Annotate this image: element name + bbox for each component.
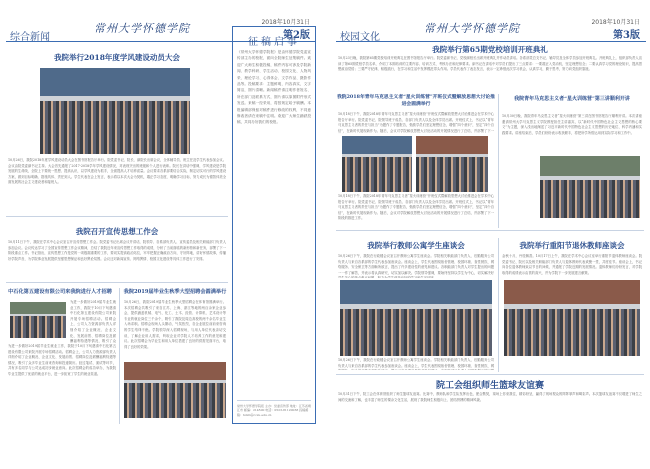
column-divider: [498, 94, 499, 228]
page-number: 第2版: [283, 30, 310, 41]
notice-title: 征稿启事: [248, 37, 300, 48]
article-title: 院工会组织师生篮球友谊赛: [435, 381, 544, 391]
article-body: 10月23日晚，我院第65期党校培训开班典礼在图书馆报告厅举行。院党委副书记、党校副校长出席开班典礼并作动员讲话。各系部党总支书记、辅导员及全体学员参加开班典礼。开班典礼上，组织部负责人宣读了第65期党校学员名单，介绍了本期培训的主要内容、培训方式、考核办法和纪律要求。副书记在讲话中对学员们提出了三点要求：一要端正入党动机，坚定理想信念；二要认真学习党的理论知识，提高思想政治觉悟；三要严守纪律，积极践行，在学习和生活中发挥模范带头作用。学员代表作了表态发言，表示一定珍惜此次学习机会，认真学习，勤于思考，努力向党组织靠拢。: [338, 56, 642, 72]
divider: [6, 216, 228, 217]
article-photo: [416, 136, 488, 192]
article-title: 我院举行第65期党校培训开班典礼: [432, 45, 548, 54]
section-name: 综合新闻: [10, 32, 50, 43]
notice-body: 《常州大学怀德学院报》是由怀德学院党委宣传部主办的校报，面向全院师生征集稿件。欢迎广大师生积极投稿，稿件内容可涉及学院新闻、教学科研、学生活动、校园文化、人物风采、理论学习、心得体会、文学作品、摄影作品等。投稿要求：主题鲜明，内容真实，文字简洁，图片清晰。新闻稿件请注明作者姓名、所在部门及联系方式，图片请以原图附件形式发送。来稿一经采用，将按规定给予稿酬。本报编辑部保留对稿件进行修改的权利，不同意修改者请在来稿中注明。欢迎广大师生踊跃投稿，共同办好我们的校报。: [237, 50, 311, 125]
article-body: 10月26日，我院2018年度学风建设动员大会在图书馆报告厅举行。院党委书记、院长、副院长出席会议，全体辅导员、班主任及学生代表参加会议。会议由院党委副书记主持。大会首先通报了2017-2018学年学风建设情况，对表现突出的班级和个人进行表彰。院长在讲话中强调，学风建设是学院发展的生命线，全院上下要统一思想、提高认识，以学风建设为抓手，全面提高人才培养质量。会议要求各系部要结合实际，制定切实可行的学风建设方案，做到目标明确、措施具体、责任到人。学生代表在会上发言，表示将以本次大会为契机，端正学习态度，明确学习目标，努力成长为德智体美全面发展的社会主义建设者和接班人。: [8, 158, 226, 185]
article-photo: [540, 156, 640, 218]
article-body: 10月30日晚，我院青年马克思主义者“星火训练营”第三讲在图书馆报告厅顺利开讲。本次讲座邀请常州大学马克思主义学院教授担任主讲嘉宾，以“新时代中国特色社会主义思想的核心要义”为主题，深入浅出地阐述了习近平新时代中国特色社会主义思想的历史地位、科学内涵和实践要求。讲座结束后，学员们纷纷表示收获颇丰，将把所学所悟运用到实际学习和工作中。: [502, 114, 642, 135]
article-body-continued: 10月26日下午，我院在行政楼会议室召开教师公寓学生座谈会。学院相关职能部门负责人、后勤服务公司负责人与来自各系部的学生代表参加座谈会。座谈会上，学生代表围绕宿舍管理、校园环境、食堂餐饮、网: [338, 358, 494, 368]
article-body: 10月11日下午，我院在学术中心会议室召开宣传思想工作会。院党委书记出席会议并讲话，院领导、各系部负责人、宣传委员及相关职能部门负责人参加会议。会议传达学习了全国宣传思想工作会议精神，总结了我院近年来宣传思想工作取得的成绩，分析了当前面临的新形势和新任务，部署了下一阶段重点工作。书记指出，宣传思想工作是党的一项极端重要的工作，要切实提高政治站位，牢牢把握正确政治方向，守好阵地，讲好怀德故事，传播好学院声音，为学院事业发展提供坚强思想保证和良好舆论氛围。会议还对新闻宣传、网络舆情、校园文化建设等具体工作进行了安排。: [8, 240, 226, 261]
article-title: 我院举行教师公寓学生座谈会: [367, 241, 465, 250]
article-body: 10月18日下午，我院2018年青年马克思主义者“星火训练营”开班仪式暨解放思想大讨论推进会在学术中心报告厅举行。院党委书记、院领导班子成员、各部门负责人以及全体学员出席。开班仪式上，书记以“青年马克思主义者的责任与担当”为题作了专题报告，勉励学员们坚定理想信念，增强“四个意识”，坚定“四个自信”，在新时代展现新作为。随后，会议对学院解放思想大讨论活动的开展情况进行了总结，并部署了下一: [338, 112, 494, 133]
article-photo: [40, 68, 190, 154]
notice-footer: 常州大学怀德学院报 主办：党委宣传部 地址：江苏省靖江市 邮编：214500 电话：0523-81120038 投稿邮箱：hdxb@cczu.edu.cn: [237, 400, 311, 417]
divider: [6, 282, 228, 283]
article-body: 10月26日下午，我院在行政楼会议室召开教师公寓学生座谈会。学院相关职能部门负责人、后勤服务公司负责人与来自各系部的学生代表参加座谈会。座谈会上，学生代表围绕宿舍管理、校园环境、食堂餐饮、网络服务、安全保卫等方面畅所欲言，提出了许多建设性的意见和建议。各职能部门负责人对学生提出的问题一一作了解答，并表示将认真研究，切实加以解决。学院领导强调，要始终坚持以学生为中心，切实解决好: [338, 254, 494, 275]
article-body: 10月31日下午，院工会在体育馆组织了师生篮球友谊赛。比赛中，教师队和学生队发挥出色，配合默契，赛场上你来我往，精彩纷呈，赢得了现场观众的阵阵掌声和喝彩声。本次篮球友谊赛不仅增进了师生之间的交流和了解，也丰富了师生的课余文化生活，展现了我院师生积极向上、团结拼搏的精神风貌。: [338, 392, 642, 402]
newspaper-masthead: 常州大学怀德学院: [94, 22, 190, 35]
article-photo: [340, 280, 492, 356]
article-photo: [504, 280, 640, 356]
section-name: 校园文化: [340, 32, 380, 43]
article-title: 中石化第五建设有限公司来我院进行人才招聘: [8, 289, 112, 295]
article-photo: [124, 362, 226, 418]
page-number: 第3版: [613, 30, 640, 41]
divider: [336, 374, 644, 375]
article-title: 我院举行2018年度学风建设动员大会: [54, 53, 180, 62]
left-page: [0, 0, 320, 469]
issue-date: 2018年10月31日: [591, 19, 640, 26]
column-divider: [119, 288, 120, 424]
article-title: 我院2019届毕业生秋季大型招聘会圆满举行: [123, 289, 227, 295]
article-body: 为进一步做好2019届毕业生就业工作，我院于10月下旬邀请中石化第五建设有限公司来院开展专场招聘活动。招聘会上，公司人力资源部负责人详细介绍了企业概况、企业文化、发展前景、招聘岗位及薪酬福利待遇等情况，吸引了众: [70, 300, 116, 344]
article-title: 我院2018年青年马克思主义者“星火训练营”开班仪式暨解放思想大讨论推进会圆满举行: [337, 94, 495, 107]
article-body-continued: 10月18日下午，我院2018年青年马克思主义者“星火训练营”开班仪式暨解放思想大讨论推进会在学术中心报告厅举行。院党委书记、院领导班子成员、各部门负责人以及全体学员出席。开班仪式上，书记以“青年马克思主义者的责任与担当”为题作了专题报告，勉励学员们坚定理想信念，增强“四个意识”，坚定“四个自信”，在新时代展现新作为。随后，会议对学院解放思想大讨论活动的开展情况进行了总结，并部署了下一阶段的推进工作。: [338, 194, 494, 221]
article-body: 金秋十月，丹桂飘香。10月17日上午，我院在学术中心会议室举行重阳节退休教师座谈会。院党委书记、院长以及相关职能部门负责人与退休教师代表欢聚一堂，共度佳节。座谈会上，书记向各位退休教师致以节日的问候，并通报了学院近期的发展情况。退休教师们纷纷发言，对学院取得的成绩表示由衷的高兴，并为学院下一步发展建言献策。: [502, 254, 642, 275]
article-title: 我院举行重阳节退休教师座谈会: [519, 241, 625, 250]
right-page-header: [336, 14, 646, 42]
article-photo: [342, 136, 412, 192]
article-title: 我院青年马克思主义者“星火训练营”第三讲顺利开讲: [514, 96, 630, 102]
article-title: 我院召开宣传思想工作会: [75, 227, 159, 236]
article-body-continued: 为进一步做好2019届毕业生就业工作，我院于10月下旬邀请中石化第五建设有限公司来院开展专场招聘活动。招聘会上，公司人力资源部负责人详细介绍了企业概况、企业文化、发展前景、招聘岗位及薪酬福利待遇等情况，吸引了众多毕业生前来咨询和投递简历。经过笔试、面试等环节，共有多名同学与公司达成初步就业意向。此次招聘会的成功举办，为我院毕业生提供了优质的就业平台，进一步拓宽了学生的就业渠道。: [8, 344, 116, 376]
issue-date: 2018年10月31日: [261, 19, 310, 26]
article-photo: [10, 302, 66, 338]
column-divider: [498, 238, 499, 372]
newspaper-masthead: 常州大学怀德学院: [424, 22, 520, 35]
call-for-submissions: [232, 26, 316, 424]
right-page: [330, 0, 650, 469]
divider: [336, 230, 644, 231]
article-body: 10月26日，我院2019届毕业生秋季大型招聘会在体育馆圆满举行。本次招聘会共吸引了来自江苏、上海、浙江等地的两百余家企业参会，提供涵盖机械、电气、化工、土木、经管、计算机、艺术设计等专业的就业岗位三千余个，吸引了我院及周边高校的两千余名毕业生入场求职。招聘会现场人头攒动，气氛热烈，各企业展位前前来咨询的学生络绎不绝。学院领导深入招聘现场，与用人单位代表亲切交谈，了解企业用人需求，听取企业对学院人才培养工作的意见和建议。此次招聘会为毕业生和用人单位搭建了良好的供需见面平台，取得了良好的效果。: [124, 300, 226, 349]
